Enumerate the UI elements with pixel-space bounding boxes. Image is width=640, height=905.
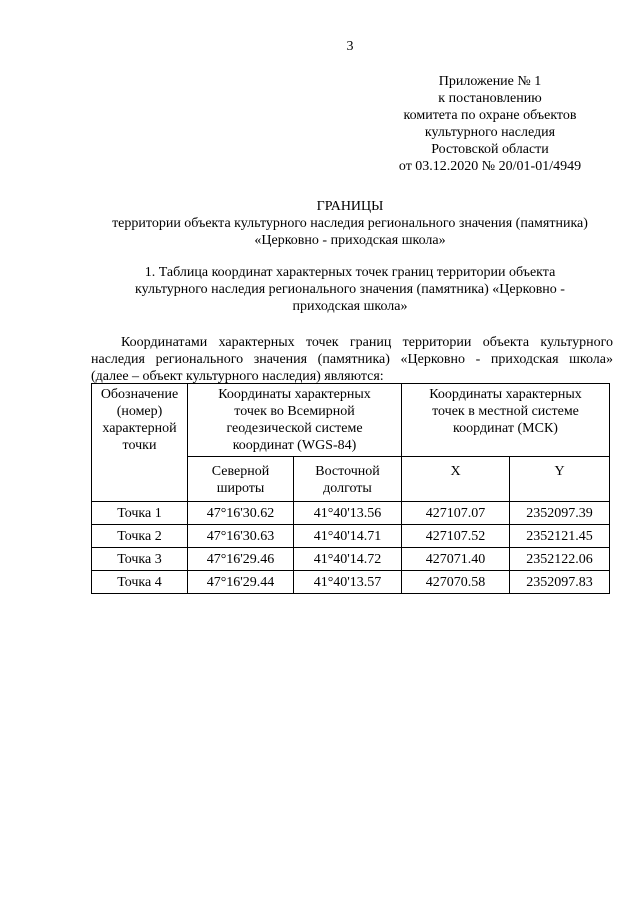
point-cell: Точка 2 <box>92 525 188 548</box>
table-row <box>92 525 610 548</box>
section-line: 1. Таблица координат характерных точек границ территории объекта <box>144 265 556 280</box>
x-cell: 427070.58 <box>402 571 510 594</box>
north-cell: 47°16'29.46 <box>188 548 294 571</box>
east-cell: 41°40'13.56 <box>294 502 402 525</box>
appendix-line: Приложение № 1 <box>438 74 542 89</box>
x-cell: 427107.07 <box>402 502 510 525</box>
appendix-line: культурного наследия <box>424 125 556 140</box>
table-row <box>92 502 610 525</box>
msk-header: Координаты характерных точек в местной системе координат (МСК) <box>402 384 610 457</box>
section-heading <box>90 264 610 315</box>
north-cell: 47°16'30.63 <box>188 525 294 548</box>
intro-paragraph <box>91 334 613 385</box>
north-cell: 47°16'30.62 <box>188 502 294 525</box>
title-heading: ГРАНИЦЫ <box>316 199 384 214</box>
appendix-block <box>380 73 600 175</box>
section-line: культурного наследия регионального значения (памятника) «Церковно - <box>135 282 565 297</box>
x-cell: 427071.40 <box>402 548 510 571</box>
appendix-line: к постановлению <box>438 91 542 106</box>
appendix-line: Ростовской области <box>431 142 549 157</box>
north-cell: 47°16'29.44 <box>188 571 294 594</box>
y-cell: 2352097.83 <box>510 571 610 594</box>
section-line: приходская школа» <box>292 299 408 314</box>
document-title <box>60 198 640 249</box>
appendix-line: от 03.12.2020 № 20/01-01/4949 <box>398 159 582 174</box>
paragraph-line: (далее – объект культурного наследия) являются: <box>91 369 384 384</box>
table-header-row <box>92 384 610 457</box>
east-header: Восточной долготы <box>294 457 402 502</box>
point-cell: Точка 4 <box>92 571 188 594</box>
east-cell: 41°40'14.72 <box>294 548 402 571</box>
table-row <box>92 548 610 571</box>
y-cell: 2352122.06 <box>510 548 610 571</box>
paragraph-line: наследия регионального значения (памятника) «Церковно - приходская школа» <box>91 352 613 367</box>
east-cell: 41°40'13.57 <box>294 571 402 594</box>
title-line: «Церковно - приходская школа» <box>254 233 446 248</box>
designation-header: Обозначение (номер) характерной точки <box>92 384 188 502</box>
point-cell: Точка 1 <box>92 502 188 525</box>
point-cell: Точка 3 <box>92 548 188 571</box>
paragraph-line: Координатами характерных точек границ территории объекта культурного <box>121 335 613 350</box>
x-cell: 427107.52 <box>402 525 510 548</box>
wgs-header: Координаты характерных точек во Всемирной геодезической системе координат (WGS-84) <box>188 384 402 457</box>
table-row <box>92 571 610 594</box>
north-header: Северной широты <box>188 457 294 502</box>
title-line: территории объекта культурного наследия регионального значения (памятника) <box>112 216 588 231</box>
appendix-line: комитета по охране объектов <box>403 108 577 123</box>
page-number: 3 <box>346 39 354 54</box>
x-header: X <box>402 457 510 502</box>
y-cell: 2352121.45 <box>510 525 610 548</box>
east-cell: 41°40'14.71 <box>294 525 402 548</box>
y-header: Y <box>510 457 610 502</box>
coordinates-table <box>91 383 610 594</box>
y-cell: 2352097.39 <box>510 502 610 525</box>
